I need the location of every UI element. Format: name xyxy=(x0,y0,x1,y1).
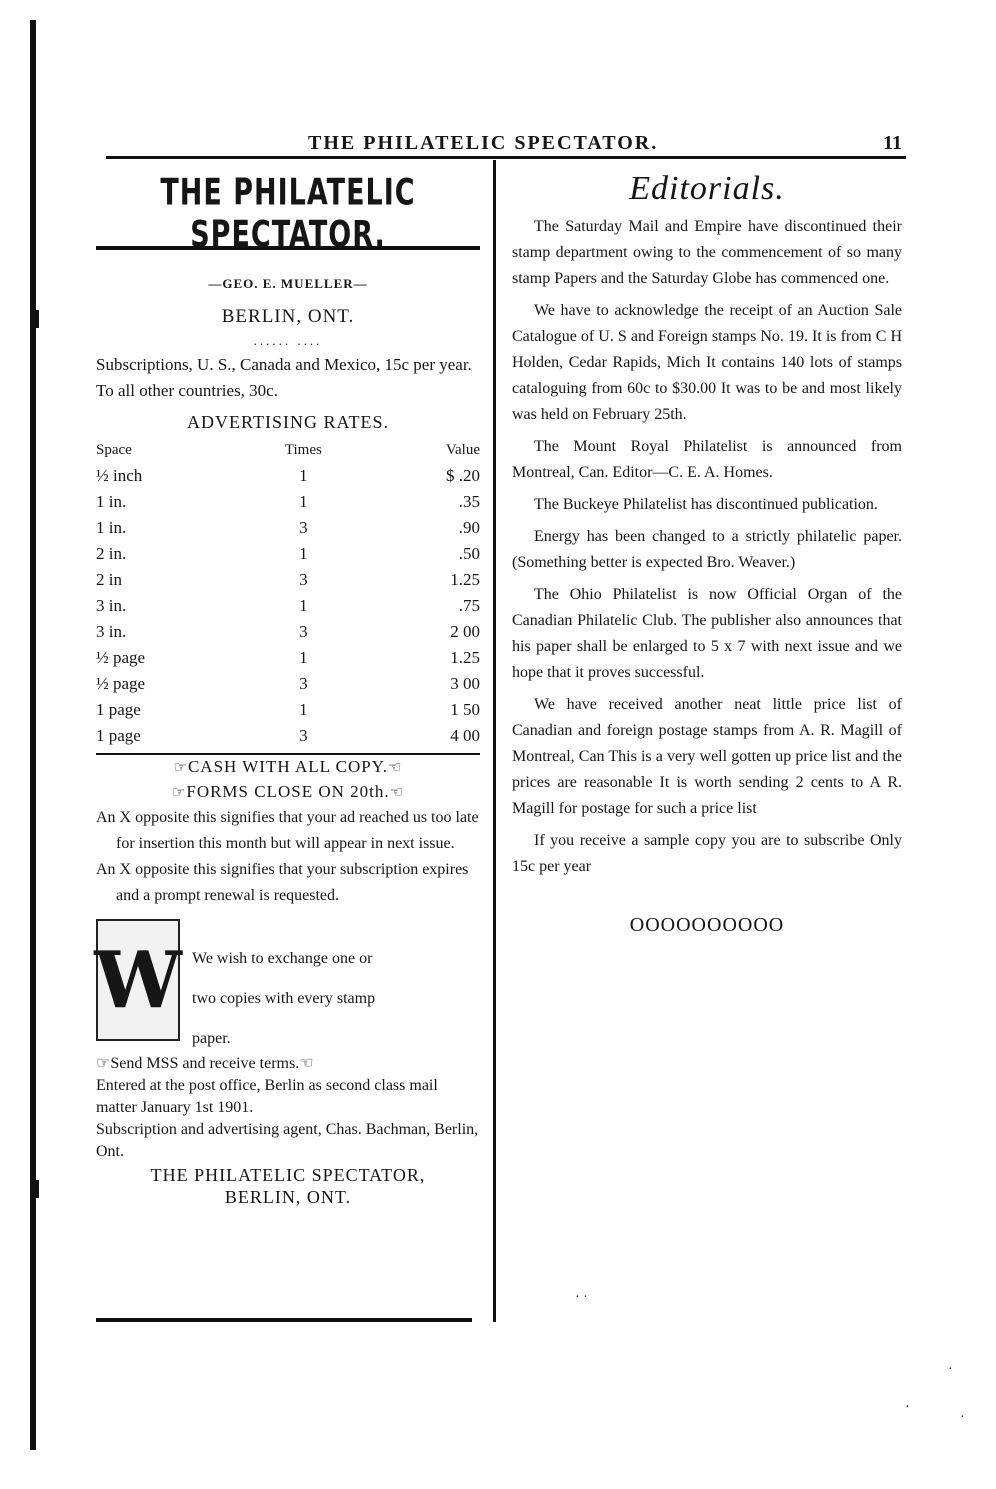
rate-times: 1 xyxy=(299,596,308,615)
print-speck: · xyxy=(960,1410,965,1425)
column-divider xyxy=(493,160,496,1322)
exchange-line: two copies with every stamp xyxy=(192,990,376,1007)
rate-value: .90 xyxy=(458,518,480,537)
cash-notice-text: CASH WITH ALL COPY. xyxy=(187,757,389,776)
footer-publication: THE PHILATELIC SPECTATOR, xyxy=(150,1165,426,1185)
ornament-divider: OOOOOOOOOO xyxy=(629,914,785,936)
ornamental-initial xyxy=(96,919,180,1041)
forms-notice xyxy=(96,780,480,805)
editorials-heading: Editorials. xyxy=(629,170,785,207)
masthead-title: THE PHILATELIC SPECTATOR. xyxy=(160,172,416,256)
table-row xyxy=(96,645,480,671)
editorial-paragraph: We have to acknowledge the receipt of an Auction Sale Catalogue of U. S and Foreign stamps No. 19. It is from C H Holden, Cedar Rapids, Mich It contains 140 lots of stamps cataloguing from 60c to $30.00 It was to be and most likely was held on February 25th. xyxy=(512,302,902,423)
rate-times: 1 xyxy=(299,700,308,719)
print-speck: · · xyxy=(575,1290,588,1305)
table-row xyxy=(96,515,480,541)
binding-tick xyxy=(36,310,39,328)
pointing-hand-icon: ☜ xyxy=(389,785,405,801)
page-number: 11 xyxy=(883,132,902,154)
rate-space: ½ page xyxy=(96,674,146,693)
advertising-rates-title: ADVERTISING RATES. xyxy=(187,412,389,432)
table-row xyxy=(96,567,480,593)
rate-space: ½ inch xyxy=(96,466,143,485)
rate-times: 3 xyxy=(299,518,308,537)
editorial-paragraph: If you receive a sample copy you are to subscribe Only 15c per year xyxy=(512,832,902,875)
table-row xyxy=(96,619,480,645)
editorial-paragraph: The Buckeye Philatelist has discontinued publication. xyxy=(534,496,878,513)
table-row xyxy=(96,463,480,489)
table-row xyxy=(96,723,480,749)
rate-value: 1 50 xyxy=(450,700,480,719)
exchange-text xyxy=(192,939,480,1059)
running-head xyxy=(108,128,908,158)
rate-value: 1.25 xyxy=(450,648,480,667)
table-header-row xyxy=(96,437,480,463)
footer-rule xyxy=(96,1318,472,1322)
rate-times: 3 xyxy=(299,570,308,589)
column-header-times: Times xyxy=(284,441,322,458)
dot-divider: ...... .... xyxy=(253,333,323,348)
column-header-space: Space xyxy=(96,441,132,458)
rate-value: .35 xyxy=(458,492,480,511)
rate-space: ½ page xyxy=(96,648,146,667)
rates-body xyxy=(96,463,480,749)
rate-times: 1 xyxy=(299,648,308,667)
rate-value: .50 xyxy=(458,544,480,563)
exchange-line: paper. xyxy=(192,1030,231,1047)
table-row xyxy=(96,541,480,567)
advertising-rates-table xyxy=(96,437,480,749)
rate-times: 1 xyxy=(299,544,308,563)
masthead-column xyxy=(96,160,480,1207)
print-speck: · xyxy=(948,1362,953,1377)
footer-city: BERLIN, ONT. xyxy=(224,1187,352,1207)
rate-space: 1 in. xyxy=(96,492,127,511)
rate-space: 2 in. xyxy=(96,544,127,563)
table-row xyxy=(96,489,480,515)
table-row xyxy=(96,697,480,723)
editorial-paragraph: We have received another neat little price list of Canadian and foreign postage stamps from A. R. Magill of Montreal, Can This is a very well gotten up price list and the prices are reasonable It is worth sending 2 cents to A R. Magill for postage for such a price list xyxy=(512,696,902,817)
forms-notice-text: FORMS CLOSE ON 20th. xyxy=(186,782,390,801)
rate-times: 3 xyxy=(299,622,308,641)
subscription-expiry-notice: An X opposite this signifies that your subscription expires and a prompt renewal is requested. xyxy=(96,861,469,904)
editorial-paragraph: Energy has been changed to a strictly philatelic paper. (Something better is expected Bro. Weaver.) xyxy=(512,528,902,571)
editorials-column xyxy=(512,160,902,937)
rate-space: 1 page xyxy=(96,700,141,719)
editorial-paragraph: The Ohio Philatelist is now Official Organ of the Canadian Philatelic Club. The publisher also announces that his paper shall be enlarged to 5 x 7 with next issue and we hope that it proves successful. xyxy=(512,586,902,681)
pointing-hand-icon: ☜ xyxy=(388,760,403,776)
table-row xyxy=(96,671,480,697)
subscription-rates: Subscriptions, U. S., Canada and Mexico, 15c per year. To all other countries, 30c. xyxy=(96,355,472,400)
rate-times: 3 xyxy=(299,674,308,693)
rate-value: $ .20 xyxy=(446,466,480,485)
exchange-notice xyxy=(96,917,480,1053)
binding-rule xyxy=(30,20,36,1450)
agent-notice: Subscription and advertising agent, Chas. Bachman, Berlin, Ont. xyxy=(96,1121,479,1160)
initial-letter: W xyxy=(94,934,182,1026)
running-title: THE PHILATELIC SPECTATOR. xyxy=(308,132,659,154)
editor-name: —GEO. E. MUELLER— xyxy=(208,276,368,291)
column-header-value: Value xyxy=(445,441,480,458)
publication-city: BERLIN, ONT. xyxy=(221,306,355,327)
table-row xyxy=(96,593,480,619)
late-ad-notice: An X opposite this signifies that your ad reached us too late for insertion this month but will appear in next issue. xyxy=(96,809,479,852)
rate-space: 1 in. xyxy=(96,518,127,537)
print-speck: · xyxy=(905,1400,910,1415)
rate-value: 1.25 xyxy=(450,570,480,589)
rate-value: 3 00 xyxy=(450,674,480,693)
binding-tick xyxy=(36,1180,39,1198)
pointing-hand-icon: ☞ xyxy=(171,785,187,801)
rate-times: 3 xyxy=(299,726,308,745)
editorial-paragraph: The Saturday Mail and Empire have discontinued their stamp department owing to the commencement of so many stamp Papers and the Saturday Globe has commenced one. xyxy=(512,218,902,287)
rate-space: 1 page xyxy=(96,726,141,745)
rate-value: 4 00 xyxy=(450,726,480,745)
rate-space: 3 in. xyxy=(96,596,127,615)
rate-space: 2 in xyxy=(96,570,122,589)
rate-times: 1 xyxy=(299,466,308,485)
rate-times: 1 xyxy=(299,492,308,511)
exchange-line: We wish to exchange one or xyxy=(192,950,373,967)
pointing-hand-icon: ☞ xyxy=(173,760,188,776)
rate-value: .75 xyxy=(458,596,480,615)
rate-value: 2 00 xyxy=(450,622,480,641)
send-mss-notice: ☞Send MSS and receive terms.☜ xyxy=(96,1055,314,1072)
header-rule xyxy=(106,156,906,159)
postal-entry-notice: Entered at the post office, Berlin as second class mail matter January 1st 1901. xyxy=(96,1077,438,1116)
editorial-paragraph: The Mount Royal Philatelist is announced from Montreal, Can. Editor—C. E. A. Homes. xyxy=(512,438,902,481)
rate-space: 3 in. xyxy=(96,622,127,641)
cash-notice xyxy=(96,755,480,780)
